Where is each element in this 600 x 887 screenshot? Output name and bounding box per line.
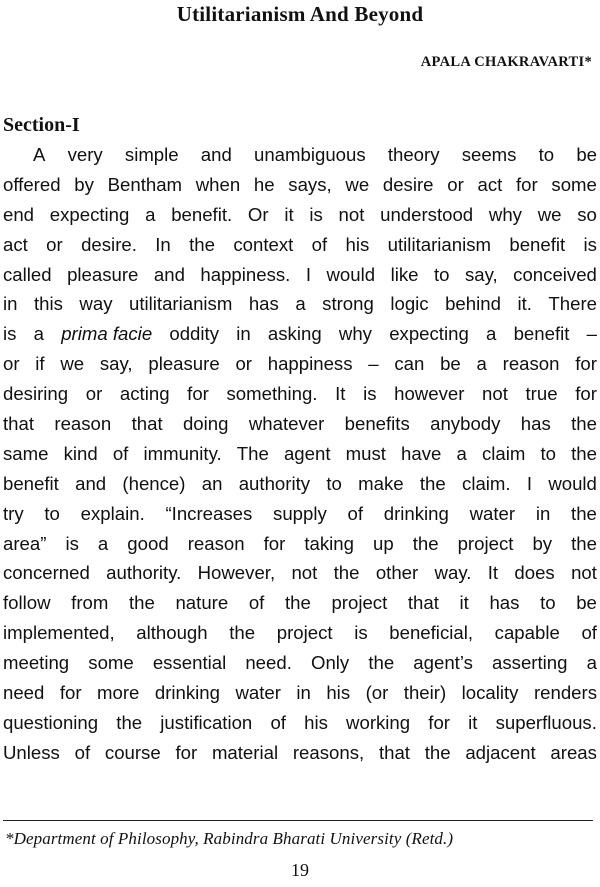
word: from [71,592,109,614]
word: or [3,353,20,375]
text-line [3,230,597,260]
footnote: *Department of Philosophy, Rabindra Bharati University (Retd.) [5,829,454,848]
word: try [3,502,24,524]
word: that [3,413,35,435]
word: understood [380,203,474,225]
word: reason [502,353,560,375]
word: has [489,592,520,614]
text-line [3,499,597,529]
word: the [424,741,451,763]
word: act [3,233,28,255]
word: the [189,233,215,255]
word: the [229,622,256,644]
word: some [551,173,597,195]
word: way. [434,562,472,584]
text-line [3,678,597,708]
word: superfluous. [495,711,597,733]
text-line [3,379,597,409]
word: benefits [344,413,410,435]
word: say, [99,353,133,375]
word: the [116,711,143,733]
word: pleasure [148,353,220,375]
word: is [309,203,323,225]
word: or [85,383,103,405]
word: Bentham [107,173,183,195]
word: why [338,323,372,345]
word: of [112,442,129,464]
word: by [74,173,94,195]
word: act [477,173,503,195]
text-line [3,648,597,678]
word: simple [124,144,179,165]
word: is [363,383,377,405]
word: a [295,293,306,315]
word: seems [461,144,517,165]
word: by [532,532,553,554]
word: is [354,622,368,644]
word: other [375,562,419,584]
word: of [581,622,597,644]
word: Unless [3,741,60,763]
word: offered [3,173,61,195]
word: asserting [492,652,568,674]
word: for [187,383,209,405]
word: However, [197,562,276,584]
word: adjacent [465,741,536,763]
word: be [576,144,597,165]
word: be [576,592,597,614]
word: it [468,711,478,733]
word: to [433,263,450,285]
text-line [3,200,597,230]
word: for [175,741,198,763]
word: explain. [80,502,145,524]
word: true [525,383,558,405]
word: meeting [3,652,70,674]
word: a [476,353,487,375]
word: be [440,353,461,375]
word: theory [387,144,440,165]
word: immunity. [143,442,222,464]
word: benefit. [171,203,233,225]
word: project [457,532,514,554]
word: the [412,532,439,554]
word: have [401,442,442,464]
word: an [201,472,223,494]
word: asking [267,323,322,345]
word: is [583,233,597,255]
word: same [3,442,49,464]
word: for [516,173,538,195]
word: – [586,323,597,345]
word: utilitarianism [129,293,233,315]
word: material [211,741,279,763]
word: behind [445,293,501,315]
text-line [3,289,597,319]
word: to [44,502,60,524]
word: like [390,263,419,285]
word: the [571,532,597,554]
word: can [394,353,425,375]
word: strong [322,293,374,315]
word: context [233,233,294,255]
word: end [3,203,35,225]
word: has [248,293,279,315]
word: – [368,353,379,375]
word: drinking [154,682,220,704]
word: doing [182,413,229,435]
word: very [67,144,103,165]
word: working [346,711,411,733]
word: I [305,263,311,285]
word: reasons, [292,741,365,763]
word: taking [304,532,354,554]
word: whatever [248,413,325,435]
word: the [368,652,395,674]
text-line [3,349,597,379]
word: Only [310,652,350,674]
word: of [347,502,364,524]
text-line [3,469,597,499]
word: It [335,383,346,405]
text-line [3,170,597,200]
word: for [59,682,82,704]
word: his [345,233,370,255]
word: the [571,413,597,435]
word: the [571,442,597,464]
word: implemented, [3,622,115,644]
article-title: Utilitarianism And Beyond [176,2,424,26]
word: reason [187,532,245,554]
text-line [3,558,597,588]
word: although [136,622,208,644]
word: Or [247,203,269,225]
word: the [284,592,311,614]
word: up [372,532,394,554]
word: in [296,682,311,704]
word: renders [533,682,597,704]
word: is [3,323,17,345]
word: drinking [383,502,449,524]
word: would [326,263,376,285]
word: conceived [513,263,597,285]
word: way [79,293,113,315]
word: called [3,263,52,285]
word: would [548,472,597,494]
word: a [97,532,109,554]
word: “Increases [165,502,253,524]
word: pleasure [67,263,139,285]
word: course [104,741,161,763]
word: benefit [513,323,570,345]
text-line [3,319,597,349]
word: says, [288,173,332,195]
word: of [311,233,328,255]
word: not [291,562,318,584]
word: in [535,502,551,524]
word: why [488,203,522,225]
word: authority [238,472,311,494]
word: area” [3,532,47,554]
word: to [326,472,342,494]
word: The [236,442,269,464]
word: It [487,562,499,584]
word: a [33,323,44,345]
word: need [3,682,45,704]
word: benefit [3,472,59,494]
word: we [60,353,85,375]
word: not [571,562,597,584]
word: A [33,144,46,165]
word: for [263,532,286,554]
word: follow [3,592,51,614]
word: or [447,173,464,195]
word: happiness [267,353,353,375]
word: a [145,203,156,225]
word: not [482,383,508,405]
word: however [394,383,465,405]
word: must [345,442,386,464]
text-line [3,708,597,738]
word: is [65,532,79,554]
word: the [128,592,155,614]
word: a [486,323,497,345]
word: for [428,711,450,733]
word: for [575,353,597,375]
word: the [419,472,446,494]
word: for [575,383,597,405]
word: that [407,592,439,614]
word: or [46,233,63,255]
word: desiring [3,383,69,405]
word: locality [461,682,519,704]
word: a [586,652,597,674]
word: in [3,293,18,315]
word: benefit [509,233,566,255]
word: of [270,711,286,733]
footnote-divider [3,820,593,821]
word: authority. [106,562,182,584]
word: concerned [3,562,90,584]
word: his [326,682,351,704]
word: their) [403,682,447,704]
word: this [33,293,63,315]
page-number: 19 [291,860,309,880]
word: the [333,562,360,584]
word: expecting [389,323,469,345]
text-line [3,738,597,768]
word: kind [63,442,98,464]
word: that [131,413,163,435]
word: to [540,442,556,464]
word: we [537,203,562,225]
word: expecting [49,203,130,225]
word: questioning [3,711,99,733]
word: logic [390,293,429,315]
word: water [469,502,516,524]
text-line [3,140,597,170]
word: essential [152,652,227,674]
text-line [3,618,597,648]
word: and [200,144,232,165]
word: make [358,472,404,494]
italic-phrase: prima facie [61,323,153,345]
word: capable [494,622,560,644]
word: supply [273,502,327,524]
word: it [284,203,294,225]
word: good [127,532,169,554]
word: to [538,144,555,165]
word: we [345,173,370,195]
word: some [88,652,134,674]
word: of [248,592,265,614]
word: (hence) [122,472,186,494]
word: or [235,353,252,375]
word: acting [119,383,170,405]
word: (or [365,682,389,704]
word: a [456,442,467,464]
word: the [571,502,597,524]
word: does [514,562,555,584]
word: project [276,622,333,644]
word: reason [54,413,112,435]
word: it [459,592,469,614]
word: unambiguous [254,144,366,165]
word: claim [481,442,526,464]
word: happiness. [200,263,291,285]
word: claim. [462,472,511,494]
word: something. [226,383,318,405]
word: in [236,323,251,345]
word: I [526,472,533,494]
word: that [378,741,410,763]
word: to [540,592,556,614]
word: nature [175,592,229,614]
text-line [3,260,597,290]
word: anybody [430,413,501,435]
author-name: APALA CHAKRAVARTI* [420,54,592,70]
text-line [3,439,597,469]
word: need. [245,652,292,674]
word: he [253,173,275,195]
word: so [577,203,597,225]
word: justification [160,711,253,733]
word: of [74,741,91,763]
text-line [3,529,597,559]
text-line [3,409,597,439]
word: desire. [81,233,137,255]
word: not [338,203,365,225]
word: utilitarianism [387,233,491,255]
word: There [548,293,597,315]
word: beneficial, [389,622,474,644]
word: desire [382,173,434,195]
body-paragraph [3,140,597,768]
section-heading: Section-I [3,114,80,136]
word: agent’s [413,652,473,674]
text-line [3,588,597,618]
word: his [304,711,328,733]
word: project [331,592,388,614]
word: agent [283,442,331,464]
word: it. [517,293,532,315]
word: when [195,173,241,195]
word: and [75,472,107,494]
word: has [520,413,551,435]
word: water [235,682,281,704]
word: say, [464,263,498,285]
word: if [35,353,45,375]
word: In [155,233,171,255]
word: oddity [169,323,219,345]
word: and [153,263,185,285]
word: areas [550,741,597,763]
word: more [97,682,140,704]
